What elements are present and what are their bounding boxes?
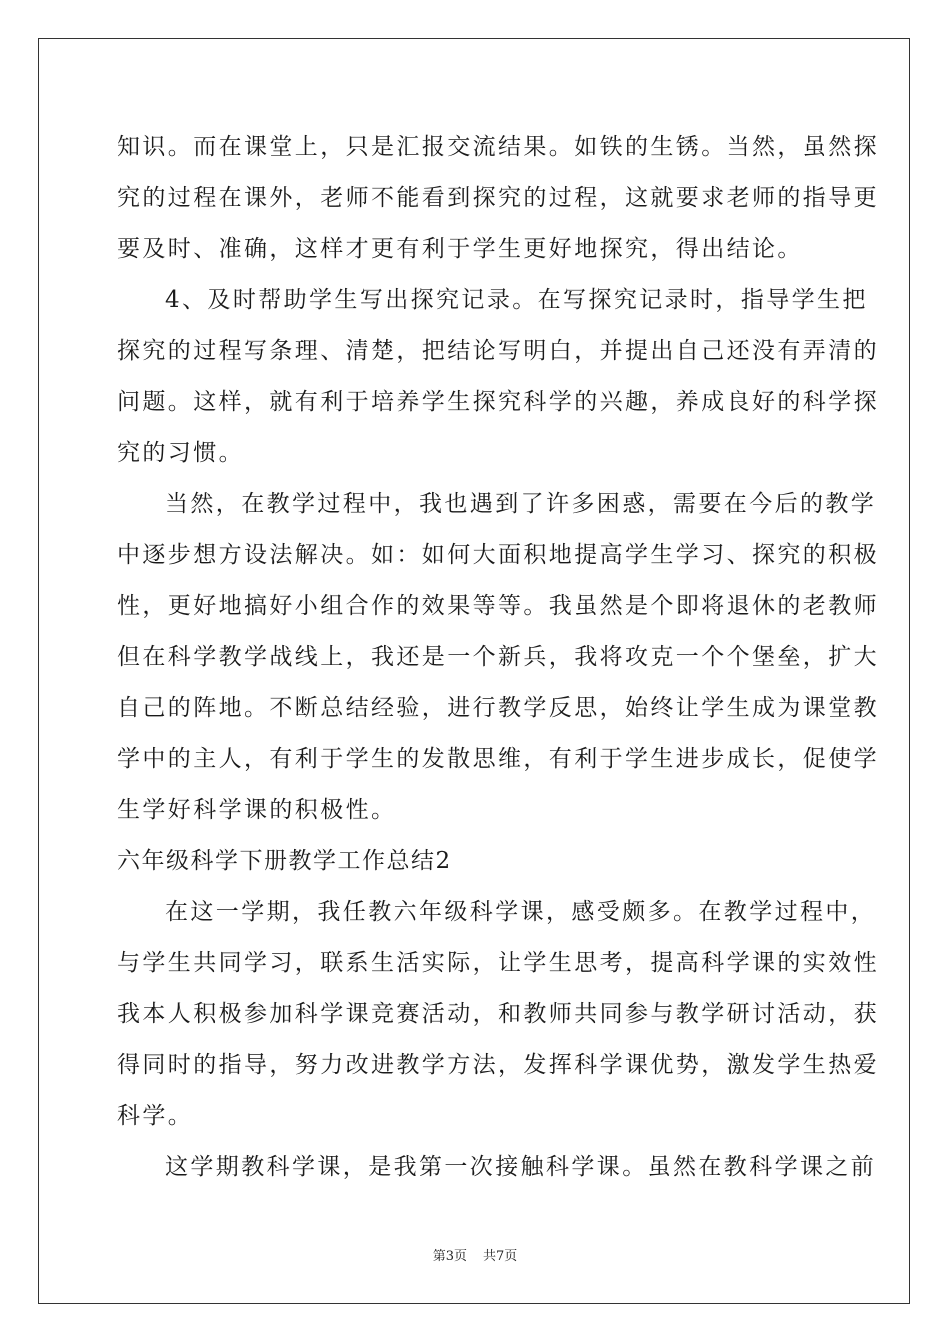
- text-line: 得同时的指导，努力改进教学方法，发挥科学课优势，激发学生热爱: [117, 1052, 879, 1078]
- text-line: 科学。: [117, 1103, 194, 1129]
- text-line: 探究的过程写条理、清楚，把结论写明白，并提出自己还没有弄清的: [117, 338, 879, 364]
- section-heading: 六年级科学下册教学工作总结2: [117, 848, 452, 874]
- page-footer: [0, 1245, 950, 1264]
- text-line: 生学好科学课的积极性。: [117, 797, 397, 823]
- text-line: 这学期教科学课，是我第一次接触科学课。虽然在教科学课之前: [165, 1154, 877, 1180]
- text-line: 与学生共同学习，联系生活实际，让学生思考，提高科学课的实效性: [117, 950, 879, 976]
- text-line: 自己的阵地。不断总结经验，进行教学反思，始终让学生成为课堂教: [117, 695, 879, 721]
- text-line: 学中的主人，有利于学生的发散思维，有利于学生进步成长，促使学: [117, 746, 879, 772]
- text-line: 性，更好地搞好小组合作的效果等等。我虽然是个即将退休的老教师: [117, 593, 879, 619]
- text-line: 要及时、准确，这样才更有利于学生更好地探究，得出结论。: [117, 236, 803, 262]
- text-line: 问题。这样，就有利于培养学生探究科学的兴趣，养成良好的科学探: [117, 389, 879, 415]
- text-line: 我本人积极参加科学课竞赛活动，和教师共同参与教学研讨活动，获: [117, 1001, 879, 1027]
- text-line: 但在科学教学战线上，我还是一个新兵，我将攻克一个个堡垒，扩大: [117, 644, 879, 670]
- document-body: [117, 122, 879, 1193]
- text-line: 4、及时帮助学生写出探究记录。在写探究记录时，指导学生把: [165, 287, 868, 313]
- text-line: 中逐步想方设法解决。如：如何大面积地提高学生学习、探究的积极: [117, 542, 879, 568]
- text-line: 究的习惯。: [117, 440, 244, 466]
- page-total: 共7页: [483, 1249, 518, 1264]
- text-line: 在这一学期，我任教六年级科学课，感受颇多。在教学过程中，: [165, 899, 877, 925]
- page-number: 第3页: [432, 1249, 467, 1264]
- text-line: 知识。而在课堂上，只是汇报交流结果。如铁的生锈。当然，虽然探: [117, 134, 879, 160]
- text-line: 究的过程在课外，老师不能看到探究的过程，这就要求老师的指导更: [117, 185, 879, 211]
- text-line: 当然，在教学过程中，我也遇到了许多困惑，需要在今后的教学: [165, 491, 877, 517]
